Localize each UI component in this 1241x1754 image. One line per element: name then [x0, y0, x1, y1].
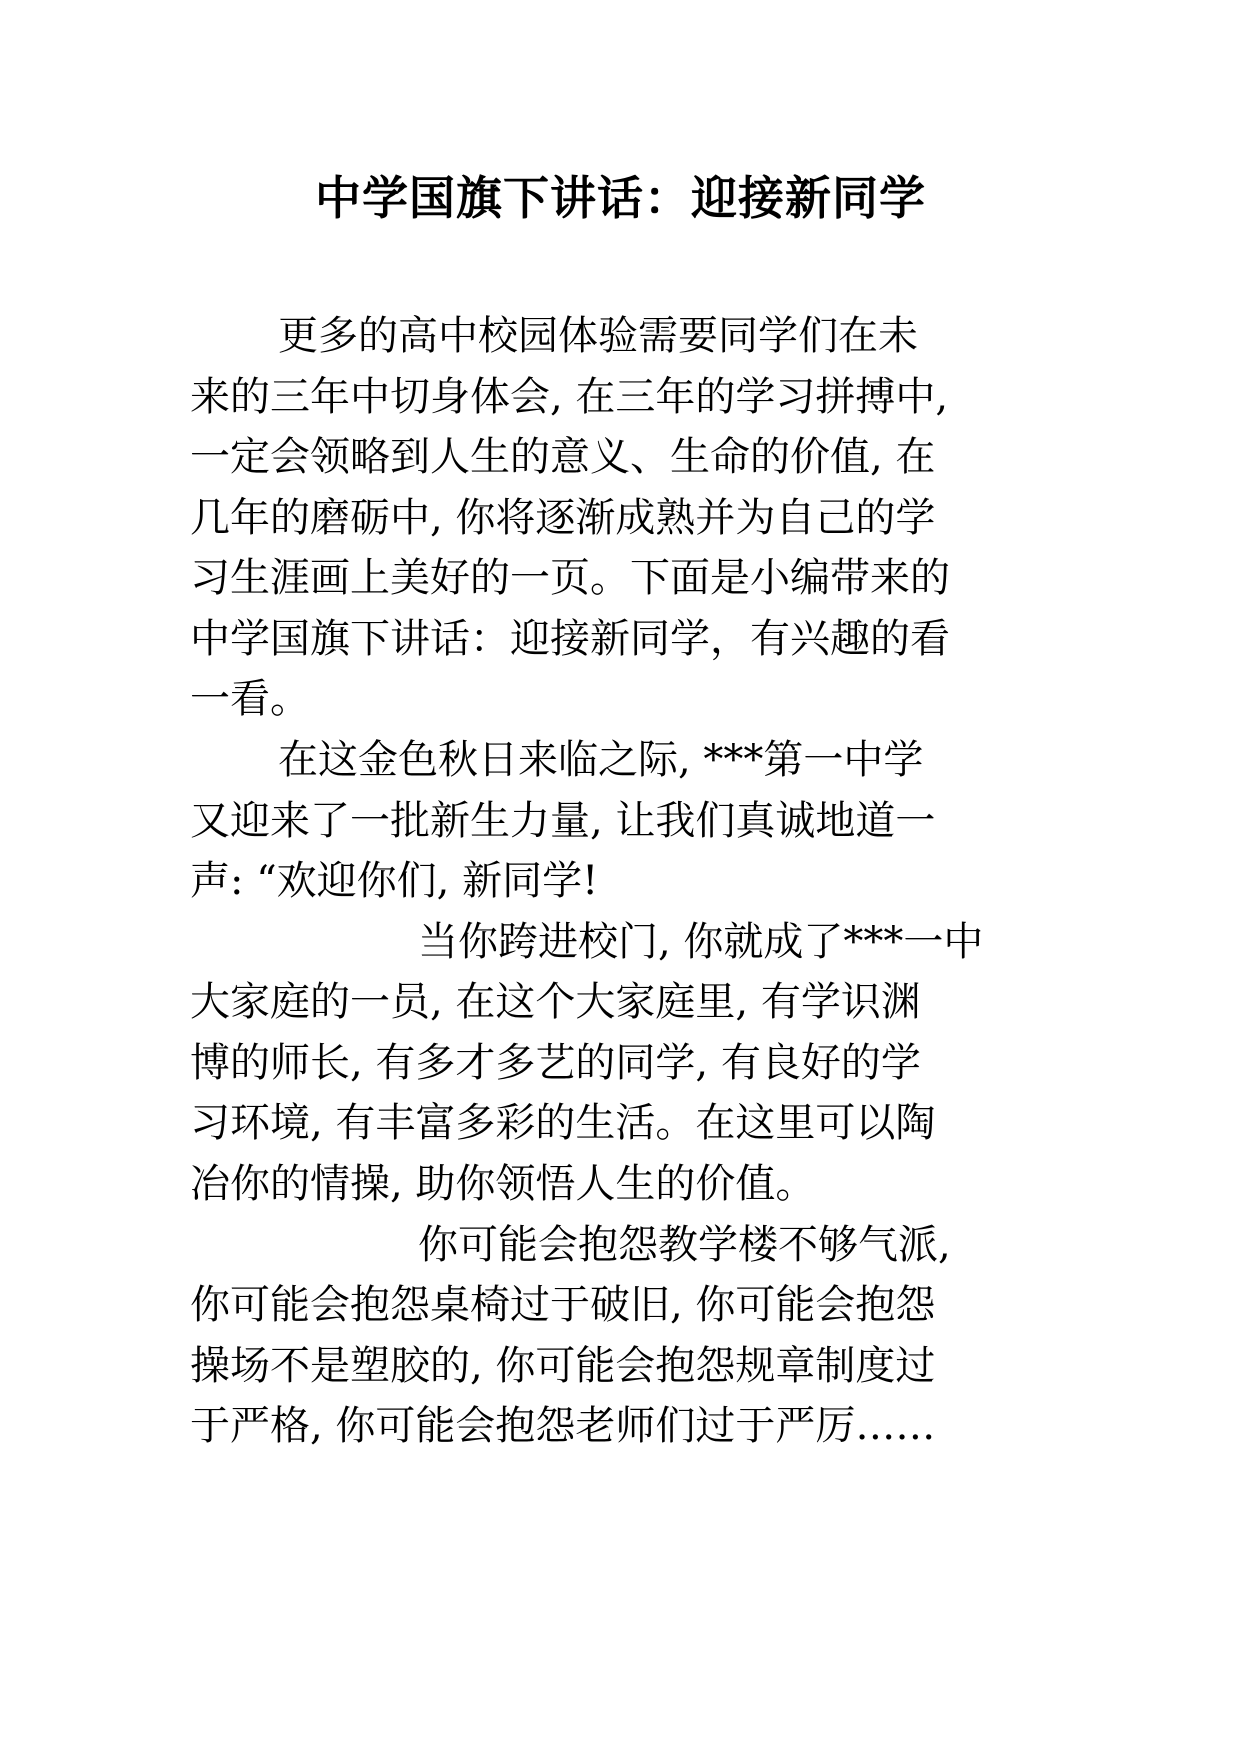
paragraph-1-line-2: 来的三年中切身体会, 在三年的学习拼搏中,: [190, 374, 949, 420]
paragraph-3-line-2: 大家庭的一员, 在这个大家庭里, 有学识渊: [190, 979, 921, 1025]
paragraph-2-line-1: 在这金色秋日来临之际, ***第一中学: [278, 737, 924, 783]
paragraph-2-line-2: 又迎来了一批新生力量, 让我们真诚地道一: [190, 798, 936, 844]
paragraph-4-line-1: 你可能会抱怨教学楼不够气派,: [418, 1222, 951, 1268]
paragraph-4-line-4: 于严格, 你可能会抱怨老师们过于严厉……: [190, 1403, 936, 1449]
paragraph-1-line-6: 中学国旗下讲话：迎接新同学，有兴趣的看: [190, 616, 950, 662]
paragraph-3-line-4: 习环境, 有丰富多彩的生活。在这里可以陶: [190, 1100, 936, 1146]
paragraph-3-line-3: 博的师长, 有多才多艺的同学, 有良好的学: [190, 1040, 921, 1086]
paragraph-3-line-1: 当你跨进校门, 你就成了***一中: [418, 919, 984, 965]
paragraph-1-line-7: 一看。: [190, 676, 310, 722]
paragraph-4-line-2: 你可能会抱怨桌椅过于破旧, 你可能会抱怨: [190, 1282, 936, 1328]
paragraph-3-line-5: 冶你的情操, 助你领悟人生的价值。: [190, 1161, 816, 1207]
paragraph-1-line-3: 一定会领略到人生的意义、生命的价值, 在: [190, 434, 936, 480]
paragraph-1-line-5: 习生涯画上美好的一页。下面是小编带来的: [190, 555, 950, 601]
paragraph-1-line-4: 几年的磨砺中, 你将逐渐成熟并为自己的学: [190, 495, 936, 541]
paragraph-2-line-3: 声: “欢迎你们, 新同学!: [190, 858, 599, 904]
paragraph-4-line-3: 操场不是塑胶的, 你可能会抱怨规章制度过: [190, 1343, 936, 1389]
paragraph-1-line-1: 更多的高中校园体验需要同学们在未: [278, 313, 918, 359]
document-title: 中学国旗下讲话：迎接新同学: [315, 171, 926, 225]
